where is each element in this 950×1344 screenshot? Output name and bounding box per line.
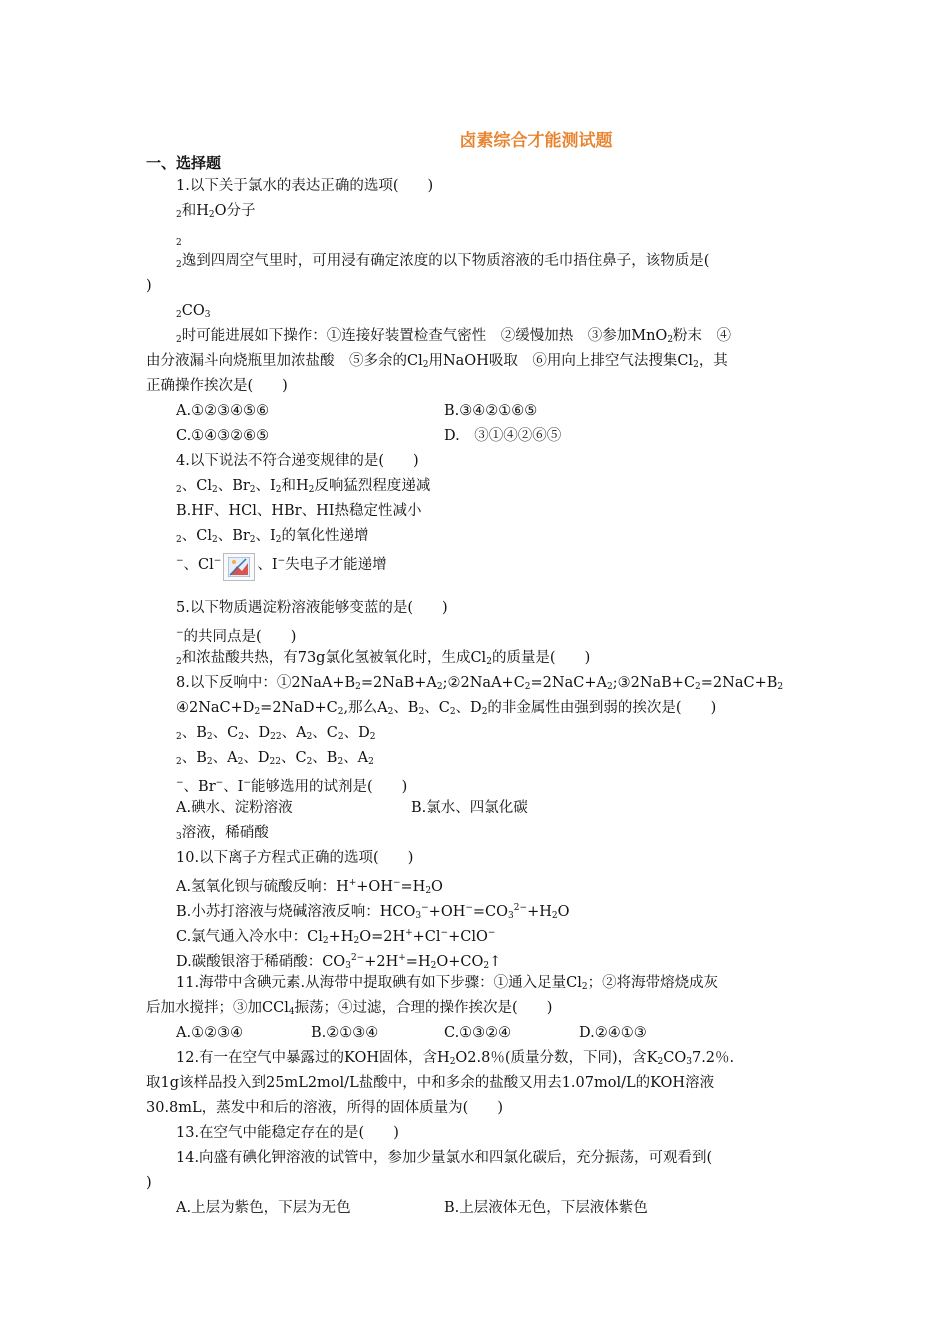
question-14: 14.向盛有碘化钾溶液的试管中，参加少量氯水和四氯化碳后，充分振荡，可观看到(	[176, 1150, 713, 1166]
question-1: 1.以下关于氯水的表达正确的选项( )	[176, 178, 434, 194]
question-4-option-d: −、Cl− 、I−失电子才能递增	[176, 551, 387, 581]
question-5: 5.以下物质遇淀粉溶液能够变蓝的是( )	[176, 600, 448, 616]
question-10-option-b: B.小苏打溶液与烧碱溶液反响：$HCO_3^-+OH^-=CO_3^{2-}+H_2O$	[176, 903, 570, 921]
question-1-fragment: $_2$和$H_2O$分子	[176, 203, 256, 220]
question-4-option-a: $_2$、$Cl_2$、$Br_2$、$I_2$和$H_2$反响猛烈程度递减	[176, 478, 431, 495]
question-11-option-c: C.①③②④	[444, 1025, 512, 1041]
question-11: 11.海带中含碘元素.从海带中提取碘有如下步骤：①通入足量$Cl_2$；②将海带熔烧成灰	[176, 975, 719, 992]
question-8-option-a: $_2$、$B_2$、$C_2$、$D_{22}$、$A_2$、$C_2$、$D_2$	[176, 725, 376, 742]
question-8-cont: $④2NaC+D_2=2NaD+C_2$,那么$A_2$、$B_2$、$C_2$、$D_2$的非金属性由强到弱的挨次是( )	[176, 700, 717, 717]
question-3-cont: 由分液漏斗向烧瓶里加浓盐酸 ⑤多余的$Cl_2$用NaOH吸取 ⑥用向上排空气法搜集$Cl_2$，其	[146, 353, 728, 370]
question-14-option-a: A.上层为紫色，下层为无色	[176, 1200, 351, 1216]
question-2: $_2$逸到四周空气里时，可用浸有确定浓度的以下物质溶液的毛巾捂住鼻子，该物质是(	[176, 253, 710, 270]
question-11-option-d: D.②④①③	[579, 1025, 647, 1041]
question-10-option-c: C.氯气通入冷水中：$Cl_2+H_2O=2H^++Cl^-+ClO^-$	[176, 928, 496, 946]
broken-image-icon	[223, 553, 255, 581]
question-3-cont-2: 正确操作挨次是( )	[146, 378, 288, 394]
question-7: $_2$和浓盐酸共热，有73g氯化氢被氧化时，生成$Cl_2$的质量是( )	[176, 650, 591, 667]
question-11-cont: 后加水搅拌；③加CCl$_4$振荡；④过滤，合理的操作挨次是( )	[146, 1000, 553, 1017]
page-title: 卤素综合才能测试题	[459, 131, 613, 151]
question-9-option-c: $_3$溶液，稀硝酸	[176, 825, 269, 842]
question-14-cont: )	[146, 1175, 152, 1191]
question-10-option-a: A.氢氧化钡与硫酸反响：$H^++OH^-=H_2O$	[176, 878, 443, 896]
option-a: A.①②③④⑤⑥	[176, 403, 270, 419]
question-12-cont: 取1g该样品投入到25mL2mol/L盐酸中，中和多余的盐酸又用去1.07mol/L的KOH溶液	[146, 1075, 715, 1091]
question-2-cont: )	[146, 278, 152, 294]
question-2-option: $_2CO_3$	[176, 303, 211, 320]
option-b: B.③④②①⑥⑤	[444, 403, 538, 419]
question-4-option-b: B.HF、HCl、HBr、HI热稳定性减小	[176, 503, 422, 519]
option-c: C.①④③②⑥⑤	[176, 428, 270, 444]
question-8-option-b: $_2$、$B_2$、$A_2$、$D_{22}$、$C_2$、$B_2$、$A_2$	[176, 750, 374, 767]
question-14-option-b: B.上层液体无色，下层液体紫色	[444, 1200, 648, 1216]
question-12: 12.有一在空气中暴露过的KOH固体，含$H_2O2.8$％(质量分数，下同)，含$K_2CO_37.2$％.	[176, 1050, 735, 1067]
question-6: −的共同点是( )	[176, 628, 297, 645]
section-heading: 一、选择题	[146, 154, 222, 172]
question-9-option-b: B.氯水、四氯化碳	[411, 800, 528, 816]
question-3: $_2$时可能进展如下操作：①连接好装置检查气密性 ②缓慢加热 ③参加MnO$_2$粉末 ④	[176, 328, 732, 345]
question-8: 8.以下反响中：$①2NaA+B_2=2NaB+A_2;②2NaA+C_2=2NaC+A_2;③2NaB+C_2=2NaC+B_2$	[176, 675, 784, 692]
question-10: 10.以下离子方程式正确的选项( )	[176, 850, 414, 866]
question-11-option-b: B.②①③④	[311, 1025, 379, 1041]
question-11-option-a: A.①②③④	[176, 1025, 244, 1041]
question-4: 4.以下说法不符合递变规律的是( )	[176, 453, 419, 469]
question-12-cont-2: 30.8mL，蒸发中和后的溶液，所得的固体质量为( )	[146, 1100, 503, 1116]
question-4-option-c: $_2$、$Cl_2$、$Br_2$、$I_2$的氧化性递增	[176, 528, 369, 545]
option-d: D. ③①④②⑥⑤	[444, 428, 562, 444]
question-9-option-a: A.碘水、淀粉溶液	[176, 800, 293, 816]
question-1-fragment-2: 2	[176, 238, 182, 248]
question-13: 13.在空气中能稳定存在的是( )	[176, 1125, 399, 1141]
question-9: −、Br−、I−能够选用的试剂是( )	[176, 778, 408, 795]
question-10-option-d: D.碳酸银溶于稀硝酸：$CO_3^{2-}+2H^+=H_2O+CO_2↑$	[176, 953, 502, 971]
